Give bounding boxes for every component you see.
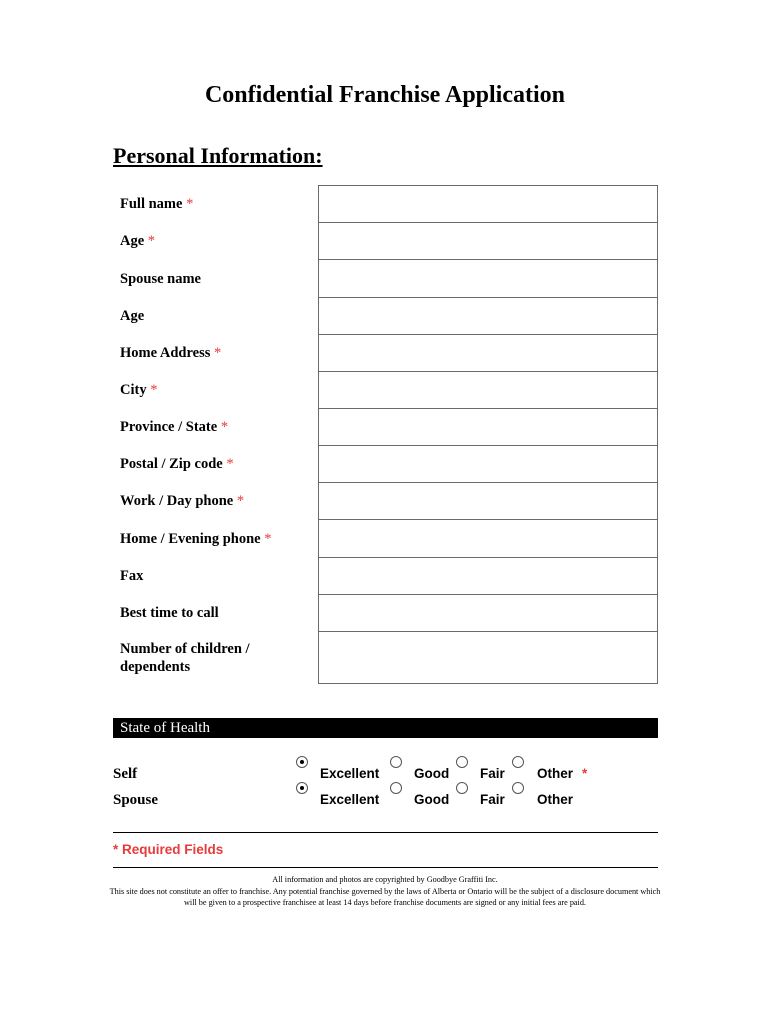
radio-button[interactable] [456, 756, 468, 768]
form-row [114, 260, 658, 298]
health-option-label: Excellent [320, 766, 380, 781]
field-label [114, 520, 318, 558]
required-marker: * [582, 766, 588, 781]
text-input-field[interactable] [318, 335, 658, 372]
text-input-field[interactable] [318, 298, 658, 335]
form-row [114, 223, 658, 260]
form-row [114, 483, 658, 520]
divider [113, 867, 658, 868]
required-marker: * [236, 493, 245, 509]
field-label-text: Age [120, 308, 145, 324]
field-label-text: Home Address [120, 345, 211, 361]
radio-button[interactable] [390, 756, 402, 768]
health-option-label: Other [537, 766, 574, 781]
required-marker: * [150, 382, 158, 398]
field-label-text: Postal / Zip code [120, 456, 223, 472]
form-row [114, 372, 658, 409]
health-option-label: Fair [480, 792, 505, 807]
field-label-text: Fax [120, 568, 144, 584]
text-input-field[interactable] [318, 409, 658, 446]
text-input-field[interactable] [318, 446, 658, 483]
required-marker: * [226, 456, 234, 472]
form-row [114, 186, 658, 223]
field-label [114, 483, 318, 520]
footer-disclaimer [105, 874, 665, 909]
radio-button[interactable] [512, 782, 524, 794]
required-marker: * [264, 530, 272, 547]
field-label [114, 298, 318, 335]
radio-button[interactable] [296, 782, 308, 794]
field-label [114, 335, 318, 372]
radio-button[interactable] [456, 782, 468, 794]
text-input-field[interactable] [318, 372, 658, 409]
health-option-label: Fair [480, 766, 505, 781]
form-row [114, 595, 658, 632]
field-label-text: Work / Day phone [120, 493, 234, 509]
radio-button[interactable] [512, 756, 524, 768]
field-label-text: Full name [120, 196, 183, 212]
copyright-notice: All information and photos are copyrighted by Goodbye Graffiti Inc. [272, 875, 498, 884]
radio-button[interactable] [296, 756, 308, 768]
form-row [114, 446, 658, 483]
health-option-label: Other [537, 792, 574, 807]
field-label [114, 409, 318, 446]
field-label-text: Best time to call [120, 605, 219, 621]
field-label [114, 632, 318, 684]
field-label [114, 260, 318, 298]
state-of-health-heading: State of Health [113, 718, 658, 738]
required-marker: * [220, 419, 229, 435]
field-label-text: Age [120, 233, 145, 249]
required-fields-note: * Required Fields [113, 842, 224, 857]
required-marker: * [147, 233, 156, 249]
page-title: Confidential Franchise Application [204, 82, 566, 108]
health-row-label: Spouse [113, 792, 159, 808]
personal-information-heading: Personal Information: [113, 143, 323, 168]
franchise-disclaimer: This site does not constitute an offer to franchise. Any potential franchise governed by the laws of Alberta or Ontario will be the subject of a disclosure document which will be given to a prospective franchisee at least 14 days before franchise documents are signed or any initial fees are paid. [109, 886, 661, 907]
health-option-label: Good [414, 766, 450, 781]
text-input-field[interactable] [318, 260, 658, 298]
field-label-text: City [120, 382, 147, 398]
field-label-text: Home / Evening phone [120, 530, 261, 547]
health-option-label: Good [414, 792, 450, 807]
form-row [114, 335, 658, 372]
form-row [114, 558, 658, 595]
field-label [114, 186, 318, 223]
form-row [114, 520, 658, 558]
text-input-field[interactable] [318, 558, 658, 595]
health-row [113, 766, 658, 786]
field-label-text: Province / State [120, 419, 218, 435]
personal-information-form [114, 185, 658, 684]
radio-button[interactable] [390, 782, 402, 794]
text-input-field[interactable] [318, 483, 658, 520]
divider [113, 832, 658, 833]
text-input-field[interactable] [318, 632, 658, 684]
required-marker: * [214, 345, 222, 361]
field-label-text: Spouse name [120, 270, 201, 287]
field-label [114, 223, 318, 260]
health-row [113, 792, 658, 812]
health-row-label: Self [113, 766, 138, 782]
field-label [114, 595, 318, 632]
form-row [114, 298, 658, 335]
field-label [114, 372, 318, 409]
form-row [114, 409, 658, 446]
form-row [114, 632, 658, 684]
field-label-text: Number of children / dependents [120, 640, 250, 675]
required-marker: * [186, 196, 194, 212]
text-input-field[interactable] [318, 223, 658, 260]
field-label [114, 446, 318, 483]
text-input-field[interactable] [318, 186, 658, 223]
text-input-field[interactable] [318, 595, 658, 632]
field-label [114, 558, 318, 595]
health-option-label: Excellent [320, 792, 380, 807]
text-input-field[interactable] [318, 520, 658, 558]
